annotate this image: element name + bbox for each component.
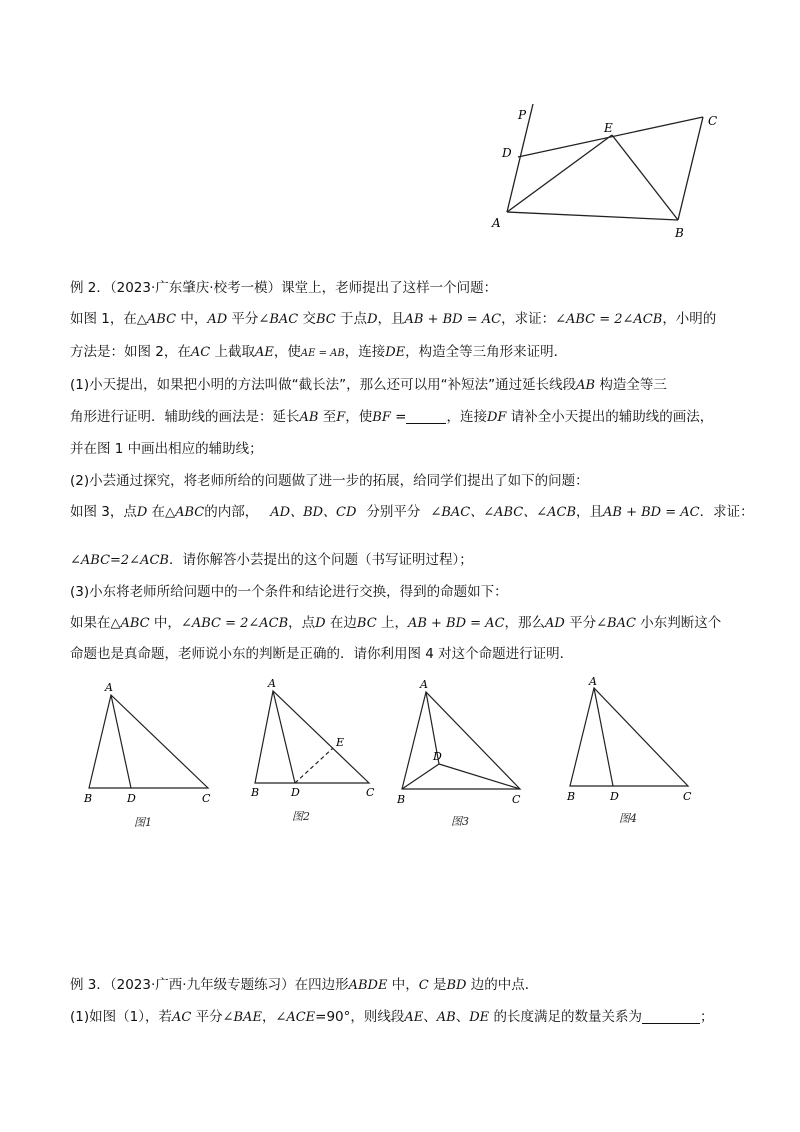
example2-line3: 方法是：如图 2，在AC 上截取AE，使AE = AB，连接DE，构造全等三角形来证明． bbox=[70, 344, 568, 360]
fig4-label-B: B bbox=[567, 790, 576, 803]
figure-1 bbox=[80, 678, 220, 828]
fig3-label-B: B bbox=[397, 793, 406, 806]
question3-line2: 如果在△ABC 中，∠ABC = 2∠ACB，点D 在边BC 上，AB + BD = AC，那么AD 平分∠BAC 小东判断这个 bbox=[70, 615, 722, 631]
fig3-label-A: A bbox=[420, 678, 428, 691]
fig1-caption: 图1 bbox=[134, 816, 152, 828]
fig2-label-B: B bbox=[251, 786, 260, 799]
fig4-caption: 图4 bbox=[619, 812, 637, 825]
answer-blank-bf[interactable] bbox=[406, 409, 446, 424]
fig2-label-E: E bbox=[336, 736, 345, 749]
fig2-caption: 图2 bbox=[292, 810, 310, 823]
fig4-label-D: D bbox=[610, 790, 619, 803]
fig1-label-C: C bbox=[202, 792, 211, 805]
fig2-label-A: A bbox=[268, 677, 276, 690]
label-B: B bbox=[675, 226, 684, 240]
fig4-label-A: A bbox=[589, 676, 597, 688]
fig3-label-C: C bbox=[512, 793, 521, 806]
question2-line1: (2)小芸通过探究，将老师所给的问题做了进一步的拓展，给同学们提出了如下的问题： bbox=[70, 473, 589, 489]
question1-line3: 并在图 1 中画出相应的辅助线； bbox=[70, 441, 263, 457]
fig3-caption: 图3 bbox=[451, 815, 469, 828]
answer-blank-relation[interactable] bbox=[642, 1009, 700, 1024]
fig1-label-D: D bbox=[127, 792, 136, 805]
question2-line2: 如图 3，点D 在△ABC的内部， AD、BD、CD 分别平分 ∠BAC、∠ABC、∠ACB，且AB + BD = AC．求证： bbox=[70, 504, 754, 520]
question2-line3: ∠ABC=2∠ACB．请你解答小芸提出的这个问题（书写证明过程）； bbox=[70, 552, 473, 568]
fig2-label-C: C bbox=[366, 786, 375, 799]
example2-line2: 如图 1，在△ABC 中，AD 平分∠BAC 交BC 于点D，且AB + BD = AC，求证：∠ABC = 2∠ACB，小明的 bbox=[70, 311, 717, 327]
question1-line1: (1)小天提出，如果把小明的方法叫做“截长法”，那么还可以用“补短法”通过延长线段AB 构造全等三 bbox=[70, 377, 667, 393]
fig4-label-C: C bbox=[683, 790, 692, 803]
fig2-label-D: D bbox=[291, 786, 300, 799]
fig3-label-D: D bbox=[433, 750, 442, 763]
label-P: P bbox=[518, 108, 527, 122]
question3-line3: 命题也是真命题，老师说小东的判断是正确的．请你利用图 4 对这个命题进行证明． bbox=[70, 646, 574, 662]
figure-4 bbox=[562, 676, 702, 826]
fig1-label-A: A bbox=[105, 681, 113, 694]
label-E: E bbox=[604, 121, 613, 135]
figure-3 bbox=[393, 676, 543, 831]
fig1-label-B: B bbox=[84, 792, 93, 805]
example2-heading: 例 2．（2023·广东肇庆·校考一模）课堂上，老师提出了这样一个问题： bbox=[70, 280, 498, 296]
example3-line2: (1)如图（1），若AC 平分∠BAE，∠ACE=90°，则线段AE、AB、DE 的长度满足的数量关系为 ； bbox=[70, 1009, 714, 1025]
figure-2 bbox=[246, 676, 386, 826]
label-D: D bbox=[502, 146, 512, 160]
question1-line2: 角形进行证明．辅助线的画法是：延长AB 至F，使BF = ，连接DF 请补全小天提出的辅助线的画法， bbox=[70, 409, 714, 425]
question3-line1: (3)小东将老师所给问题中的一个条件和结论进行交换，得到的命题如下： bbox=[70, 584, 508, 600]
label-C: C bbox=[708, 114, 718, 128]
top-figure bbox=[480, 95, 740, 245]
example3-heading: 例 3．（2023·广西·九年级专题练习）在四边形ABDE 中，C 是BD 边的中点． bbox=[70, 977, 539, 993]
label-A: A bbox=[492, 216, 501, 230]
